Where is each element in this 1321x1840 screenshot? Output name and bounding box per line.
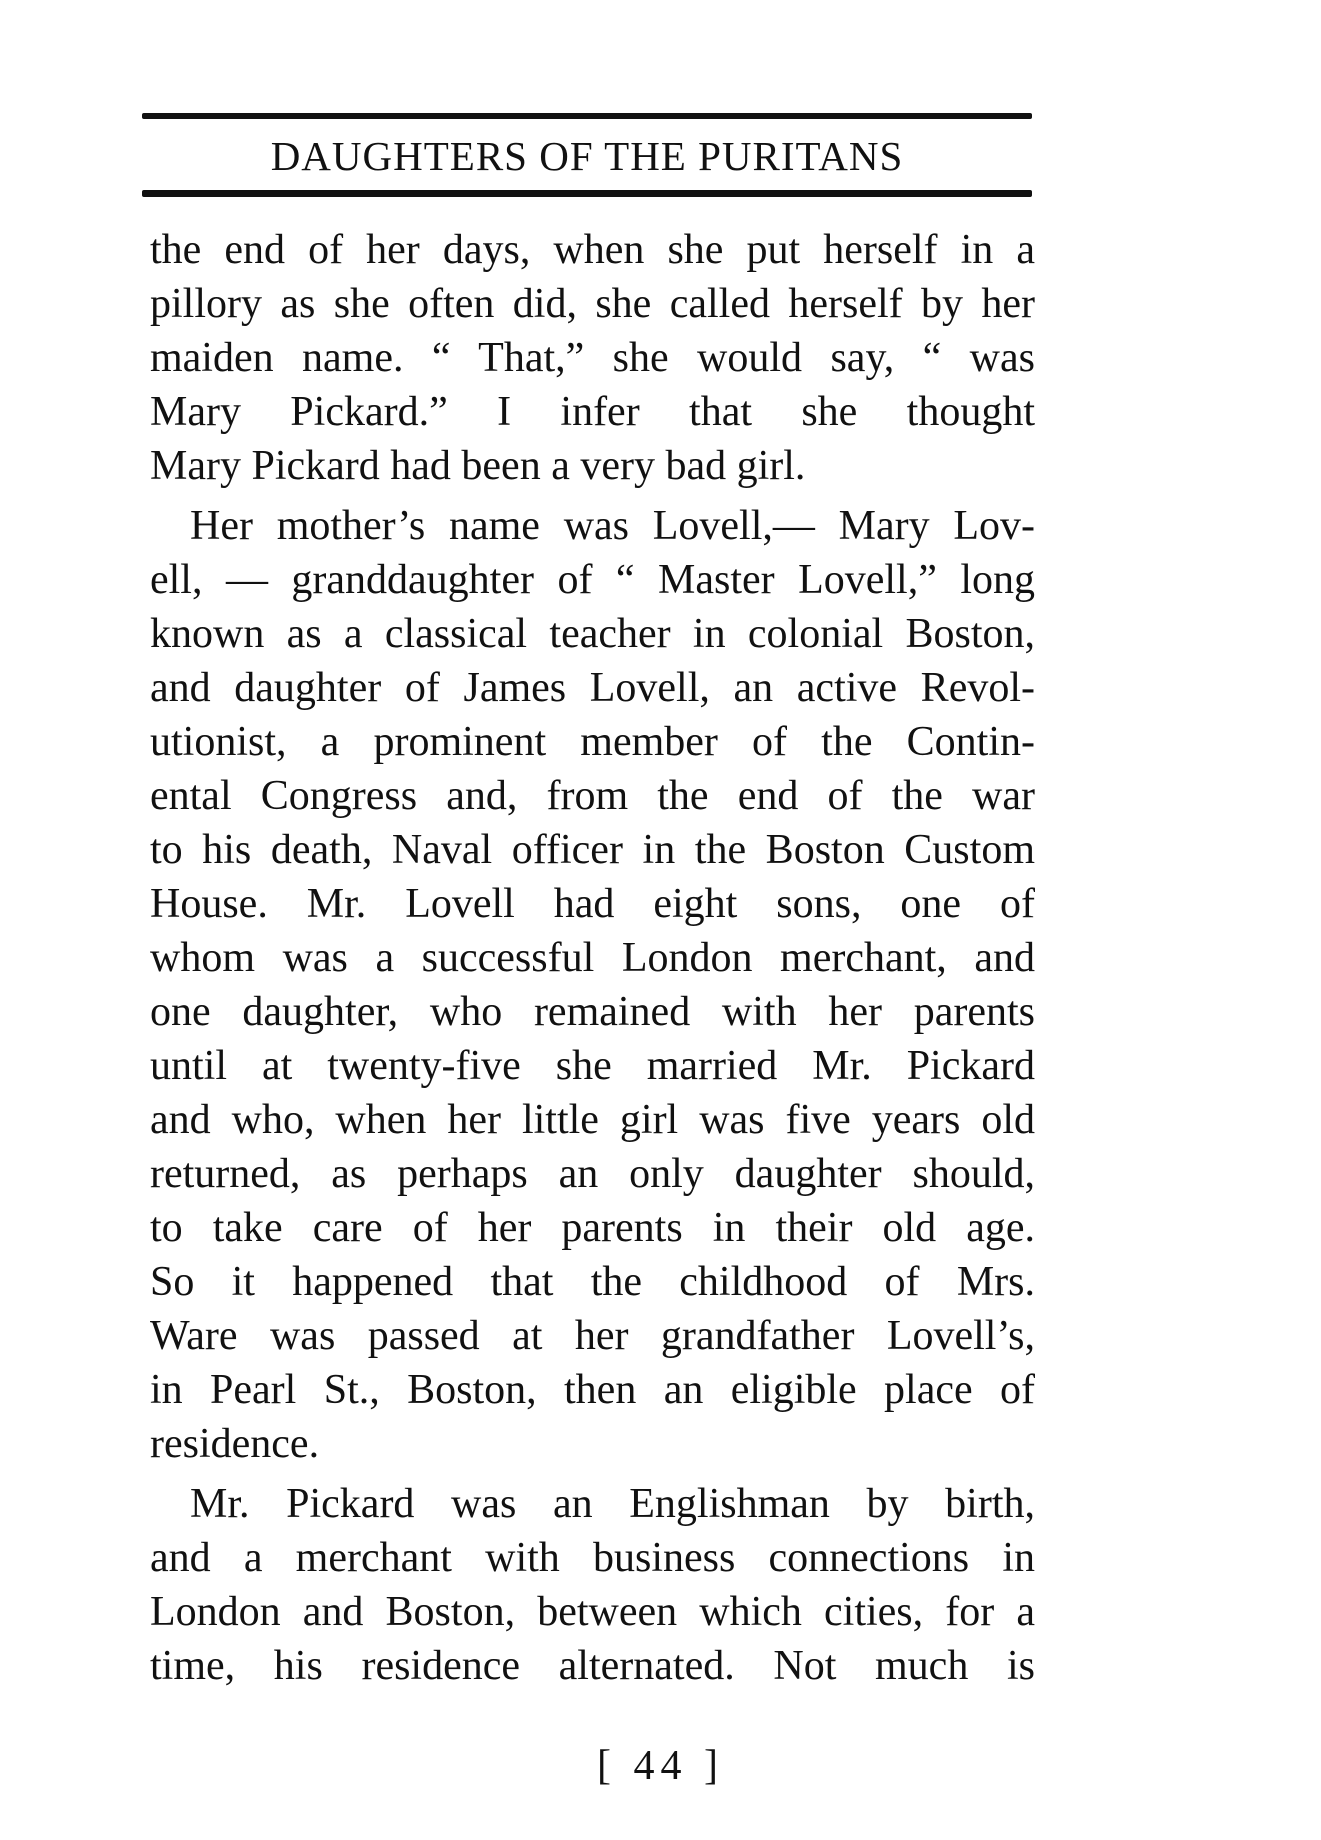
running-title: DAUGHTERS OF THE PURITANS xyxy=(270,133,904,179)
text-line: in Pearl St., Boston, then an eligible place of xyxy=(150,1367,1035,1413)
text-line: returned, as perhaps an only daughter should, xyxy=(150,1151,1035,1197)
text-line: whom was a successful London merchant, and xyxy=(150,935,1035,981)
text-line: Mary Pickard.” I infer that she thought xyxy=(150,389,1035,435)
text-line: known as a classical teacher in colonial Boston, xyxy=(150,611,1035,657)
text-line: to take care of her parents in their old age. xyxy=(150,1205,1035,1251)
text-line: the end of her days, when she put herself in a xyxy=(150,227,1035,273)
text-line: Mr. Pickard was an Englishman by birth, xyxy=(190,1481,1035,1527)
text-line: Mary Pickard had been a very bad girl. xyxy=(150,443,806,489)
body-text xyxy=(150,223,1035,1693)
text-line: and daughter of James Lovell, an active Revol- xyxy=(150,665,1035,711)
paragraph xyxy=(150,499,1035,1471)
text-line: residence. xyxy=(150,1421,320,1467)
header-top-rule xyxy=(142,113,1032,119)
text-line: time, his residence alternated. Not much is xyxy=(150,1643,1035,1689)
text-line: ental Congress and, from the end of the war xyxy=(150,773,1035,819)
text-line: one daughter, who remained with her parents xyxy=(150,989,1035,1035)
text-line: and a merchant with business connections in xyxy=(150,1535,1035,1581)
text-line: pillory as she often did, she called herself by her xyxy=(150,281,1035,327)
header-bottom-rule xyxy=(142,190,1032,197)
paragraph xyxy=(150,1477,1035,1693)
text-line: to his death, Naval officer in the Boston Custom xyxy=(150,827,1035,873)
text-line: So it happened that the childhood of Mrs. xyxy=(150,1259,1035,1305)
text-line: until at twenty-five she married Mr. Pickard xyxy=(150,1043,1035,1089)
text-line: Ware was passed at her grandfather Lovell’s, xyxy=(150,1313,1035,1359)
text-line: maiden name. “ That,” she would say, “ was xyxy=(150,335,1035,381)
text-line: Her mother’s name was Lovell,— Mary Lov- xyxy=(190,503,1035,549)
page-number: [ 44 ] xyxy=(597,1743,724,1789)
paragraph xyxy=(150,223,1035,493)
text-line: London and Boston, between which cities, for a xyxy=(150,1589,1035,1635)
text-line: utionist, a prominent member of the Contin- xyxy=(150,719,1035,765)
text-line: and who, when her little girl was five years old xyxy=(150,1097,1035,1143)
text-line: House. Mr. Lovell had eight sons, one of xyxy=(150,881,1035,927)
text-line: ell, — granddaughter of “ Master Lovell,” long xyxy=(150,557,1035,603)
